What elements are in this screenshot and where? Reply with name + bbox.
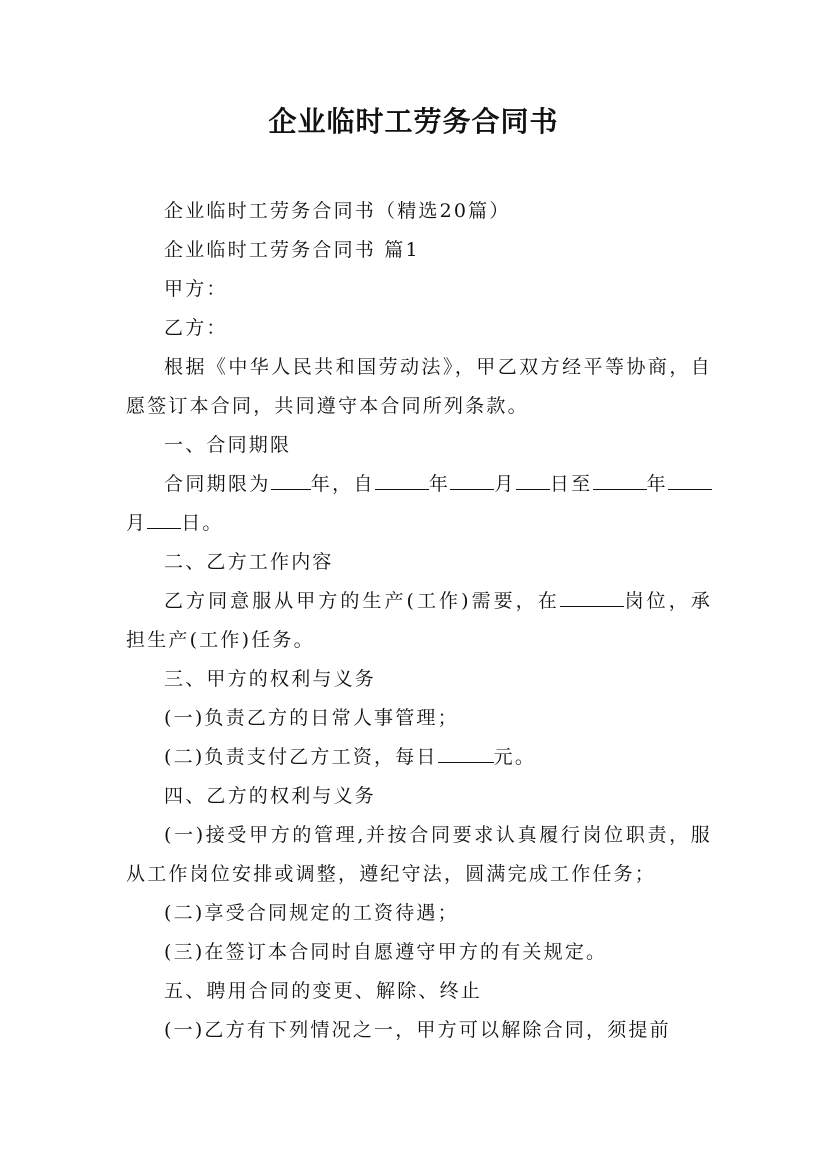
term-text-c: 年 bbox=[428, 473, 451, 495]
party-a-line: 甲方： bbox=[164, 278, 228, 300]
work-text-a: 乙方同意服从甲方的生产(工作)需要，在 bbox=[164, 590, 560, 612]
party-b-line: 乙方： bbox=[164, 317, 228, 339]
clause-4-item-3: (三)在签订本合同时自愿遵守甲方的有关规定。 bbox=[164, 941, 608, 963]
term-text-e: 日至 bbox=[549, 473, 593, 495]
blank-years bbox=[271, 471, 311, 490]
blank-start-month bbox=[450, 471, 494, 490]
blank-end-month bbox=[668, 471, 712, 490]
blank-start-year bbox=[375, 471, 429, 490]
clause-2-heading: 二、乙方工作内容 bbox=[164, 551, 334, 573]
clause-3-item-2 bbox=[126, 738, 712, 777]
blank-end-year bbox=[593, 471, 647, 490]
blank-end-day bbox=[147, 510, 181, 529]
clause-1-term bbox=[126, 465, 712, 543]
wage-text-a: (二)负责支付乙方工资，每日 bbox=[164, 746, 438, 768]
document-title: 企业临时工劳务合同书 bbox=[268, 105, 559, 138]
intro-paragraph: 根据《中华人民共和国劳动法》，甲乙双方经平等协商，自愿签订本合同，共同遵守本合同所列条款。 bbox=[126, 356, 712, 417]
clause-5-heading: 五、聘用合同的变更、解除、终止 bbox=[164, 980, 483, 1002]
clause-5-item-1: (一)乙方有下列情况之一，甲方可以解除合同，须提前 bbox=[164, 1019, 671, 1041]
section-heading: 企业临时工劳务合同书 篇1 bbox=[164, 239, 420, 261]
blank-daily-wage bbox=[438, 744, 494, 763]
term-text-b: 年，自 bbox=[310, 473, 375, 495]
term-text-h: 日。 bbox=[181, 512, 224, 534]
clause-2-content bbox=[126, 582, 712, 660]
clause-3-item-1: (一)负责乙方的日常人事管理； bbox=[164, 707, 459, 729]
term-text-f: 年 bbox=[646, 473, 668, 495]
term-text-a: 合同期限为 bbox=[164, 473, 271, 495]
term-text-d: 月 bbox=[494, 473, 516, 495]
blank-start-day bbox=[516, 471, 550, 490]
clause-3-heading: 三、甲方的权利与义务 bbox=[164, 668, 377, 690]
document-body bbox=[126, 192, 712, 1050]
term-text-g: 月 bbox=[126, 512, 148, 534]
clause-4-item-1: (一)接受甲方的管理,并按合同要求认真履行岗位职责，服从工作岗位安排或调整，遵纪守法，圆满完成工作任务； bbox=[126, 824, 712, 885]
blank-position bbox=[560, 588, 624, 607]
clause-4-heading: 四、乙方的权利与义务 bbox=[164, 785, 377, 807]
work-text-b: 岗位，承担生产(工作)任务。 bbox=[126, 590, 712, 651]
clause-1-heading: 一、合同期限 bbox=[164, 434, 292, 456]
wage-text-b: 元。 bbox=[493, 746, 537, 768]
document-subtitle: 企业临时工劳务合同书（精选20篇） bbox=[164, 200, 511, 222]
clause-4-item-2: (二)享受合同规定的工资待遇； bbox=[164, 902, 459, 924]
